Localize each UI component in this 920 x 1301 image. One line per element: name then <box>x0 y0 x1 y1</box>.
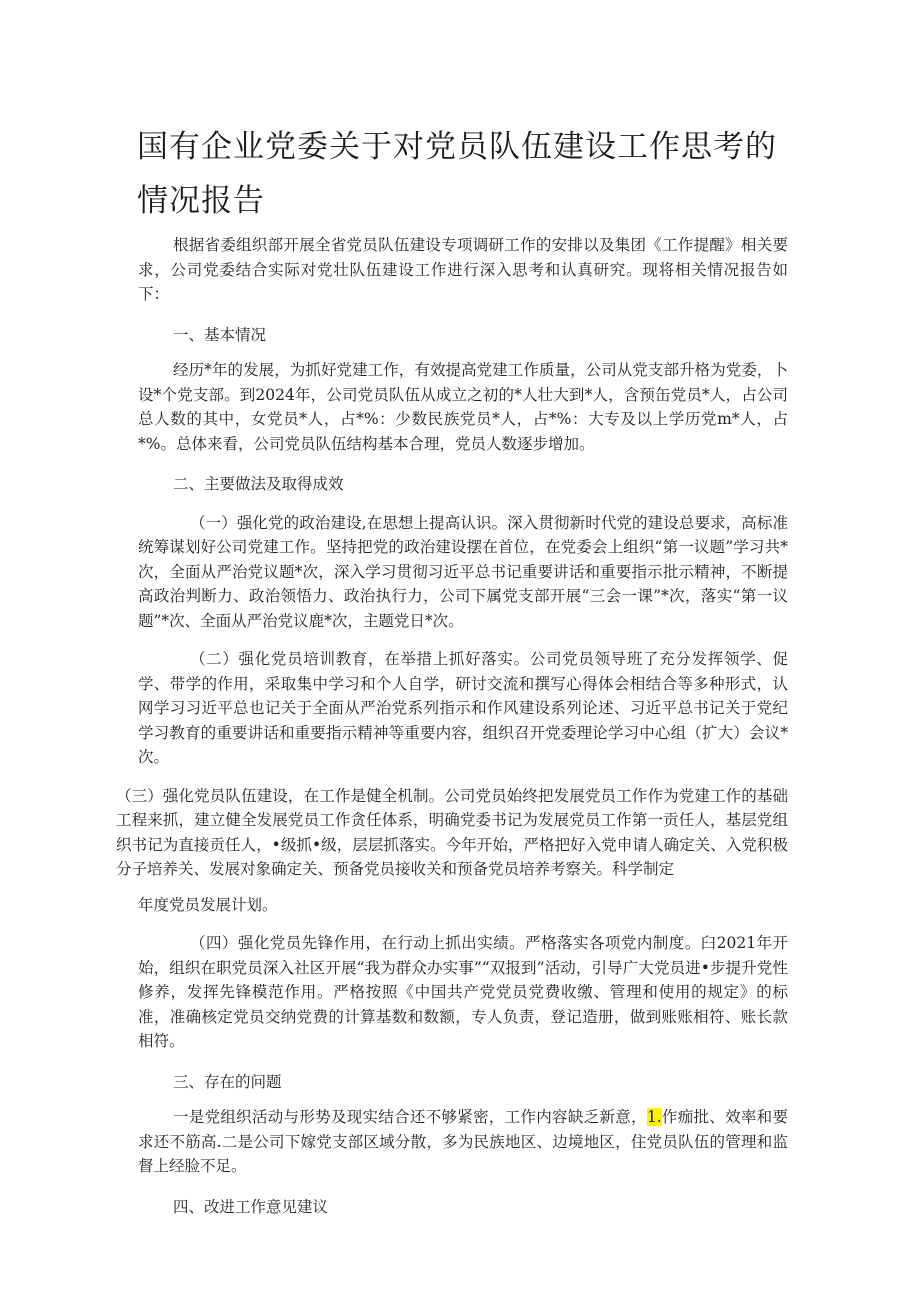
section-heading-practices: 二、主要做法及取得成效 <box>173 475 344 493</box>
problems-text-before: 一是党组织活动与形势及现实结合还不够紧密，工作内容缺乏新意， <box>173 1108 647 1126</box>
highlighted-number: 1. <box>646 1108 662 1126</box>
section-basic-paragraph: 经历*年的发展，为抓好党建工作，有效提高党建工作质量，公司从党支部升格为党委，卜设*个党支部。到2024年，公司党员队伍从成立之初的*人壮大到*人，含预缶党员*人，占公司总人数的其中，女党员*人，占*%：少数民族党员*人，占*%：大专及以上学历党m*人，占*%。总体来看，公司党员队伍结构基本合理，党员人数逐步增加。 <box>138 361 788 453</box>
document-body <box>116 233 788 1219</box>
item-team-building-text: （三）强化党员队伍建设，在工作是健全机制。公司党员始终把发展党员工作作为党建工作的基础工程来抓，建立健全发展党员工作贪任体系，明确党委书记为发展党员工作第一贡任人，基层党组织书记为直接贡任人，•级抓•级，层层抓落实。今年开始，严格把好入党申请人确定关、入党积极分子培养关、发展对象确定关、预备党员接收关和预备党员培养考察关。科学制定 <box>116 786 788 878</box>
item-team-building-tail: 年度党员发展计划。 <box>138 895 278 914</box>
item-team-building <box>116 784 788 882</box>
section-problems-paragraph <box>138 1105 788 1179</box>
item-pioneer-role: （四）强化党员先锋作用，在行动上抓出实绩。严格落实各项党内制度。臼2021年开始，组织在职党员深入社区开展“我为群众办实事”“双报到”活动，引导广大党员进•步提升党性修养，发挥先锋模范作用。严格按照《中国共产党党员党费收缴、管理和使用的规定》的标准，准确核定党员交纳党费的计算基数和数额，专人负责，登记造册，做到账账相符、账长款相符。 <box>138 934 788 1050</box>
section-heading-suggestions: 四、改进工作意见建议 <box>173 1197 329 1216</box>
problems-text-after: 作痂批、效率和要求还不筋高.二是公司下嫁党支部区域分散，多为民族地区、边境地区，住党员队伍的管理和监督上经脸不足。 <box>138 1108 788 1175</box>
section-heading-problems: 三、存在的问题 <box>173 1072 282 1091</box>
item-political-building: （一）强化党的政治建设,在思想上提高认识。深入贯彻新时代党的建设总要求，高标准统筹谋划好公司党建工作。坚持把党的政治建设摆在首位，在党委会上组织“第一议题”学习共*次，全面从严治党议题*次，深入学习贯彻习近平总书记重要讲话和重要指示批示精神，不断提高政治判断力、政治领悟力、政治执行力，公司下属党支部开展“三会一课”*次，落实“第一议题”*次、全面从严治党议鹿*次，主题党日*次。 <box>138 513 788 630</box>
document-title: 国有企业党委关于对党员队伍建设工作思考的情况报告 <box>137 129 777 219</box>
intro-paragraph: 根据省委组织部开展全省党员队伍建设专项调研工作的安排以及集团《工作提醒》相关要求，公司党委结合实际对党壮队伍建设工作进行深入思考和认真研究。现将相关情况报告如下： <box>138 236 788 303</box>
item-training: （二）强化党员培训教育，在举措上抓好落实。公司党员领导班了充分发挥领学、促学、带学的作用，采取集中学习和个人自学，研讨交流和撰写心得体会相结合等多种形式，认网学习习近平总也记关于全面从严治党系列指示和作风建设系列论述、习近平总书记关于党纪学习教育的重要讲话和重要指示精神等重要内容，组织召开党委理论学习中心组（扩大）会议*次。 <box>138 650 788 766</box>
section-heading-basic: 一、基本情况 <box>173 325 267 344</box>
